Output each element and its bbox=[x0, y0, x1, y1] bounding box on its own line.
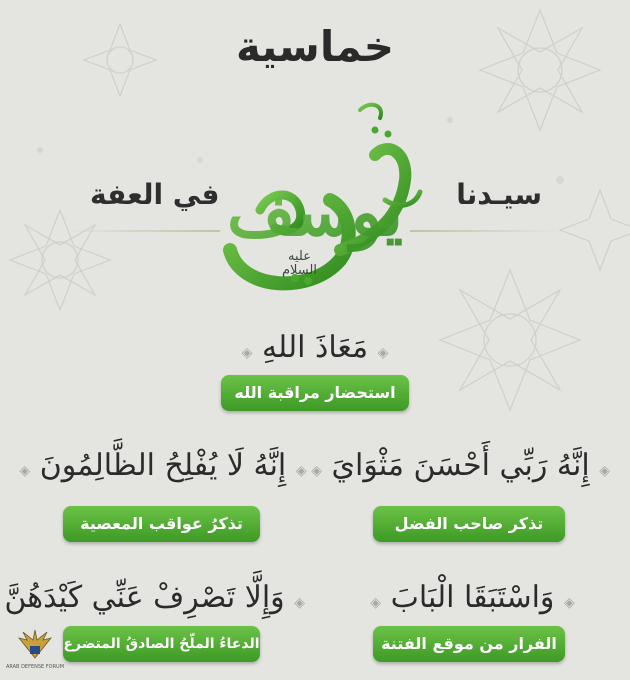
ornament-right-icon: ◈ bbox=[599, 463, 610, 479]
honorific-alayh-assalam bbox=[282, 250, 317, 278]
verse-left-row3 bbox=[4, 580, 305, 615]
calligraphy-text: يوسف bbox=[226, 173, 404, 251]
subtitle-left: في العفة bbox=[90, 178, 220, 211]
ornament-left-icon: ◈ bbox=[311, 463, 322, 479]
ornament-right-icon: ◈ bbox=[377, 345, 389, 361]
decorative-rule-right bbox=[410, 230, 560, 232]
ornament-left-icon: ◈ bbox=[19, 463, 31, 479]
page-title: خماسية bbox=[235, 22, 395, 71]
logo-text: ARAB DEFENSE FORUM bbox=[5, 664, 65, 670]
honorific-line-2: السلام bbox=[282, 263, 317, 278]
verse-right-row2 bbox=[311, 448, 610, 483]
label-pill-left-row2: تذكرُ عواقب المعصية bbox=[63, 506, 260, 542]
decorative-rule-left bbox=[70, 230, 220, 232]
ornament-right-icon: ◈ bbox=[295, 463, 307, 479]
label-pill-right-row3: الفرار من موقع الفتنة bbox=[373, 626, 565, 662]
honorific-line-1: عليه bbox=[288, 249, 311, 264]
verse-text: إِنَّهُ لَا يُفْلِحُ الظَّالِمُونَ bbox=[39, 448, 287, 483]
verse-text: وَاسْتَبَقَا الْبَابَ bbox=[390, 580, 555, 615]
verse-right-row3 bbox=[340, 580, 605, 615]
verse-text: إِنَّهُ رَبِّي أَحْسَنَ مَثْوَايَ bbox=[331, 448, 590, 483]
subtitle-right: سيـدنا bbox=[456, 178, 542, 211]
watermark-logo bbox=[4, 628, 66, 676]
eagle-icon bbox=[15, 628, 55, 662]
verse-center bbox=[215, 330, 415, 365]
ornament-left-icon: ◈ bbox=[241, 345, 253, 361]
verse-text: وَإِلَّا تَصْرِفْ عَنِّي كَيْدَهُنَّ bbox=[4, 580, 285, 615]
ornament-right-icon: ◈ bbox=[563, 595, 575, 611]
label-pill-right-row2: تذكر صاحب الفضل bbox=[373, 506, 565, 542]
label-pill-center: استحضار مراقبة الله bbox=[221, 375, 409, 411]
ornament-right-icon: ◈ bbox=[294, 595, 305, 611]
label-pill-left-row3: الدعاءُ الملّحُ الصادقُ المتضرع bbox=[63, 626, 260, 662]
verse-left-row2 bbox=[18, 448, 308, 483]
ornament-left-icon: ◈ bbox=[370, 595, 382, 611]
verse-text: مَعَاذَ اللهِ bbox=[261, 330, 369, 365]
